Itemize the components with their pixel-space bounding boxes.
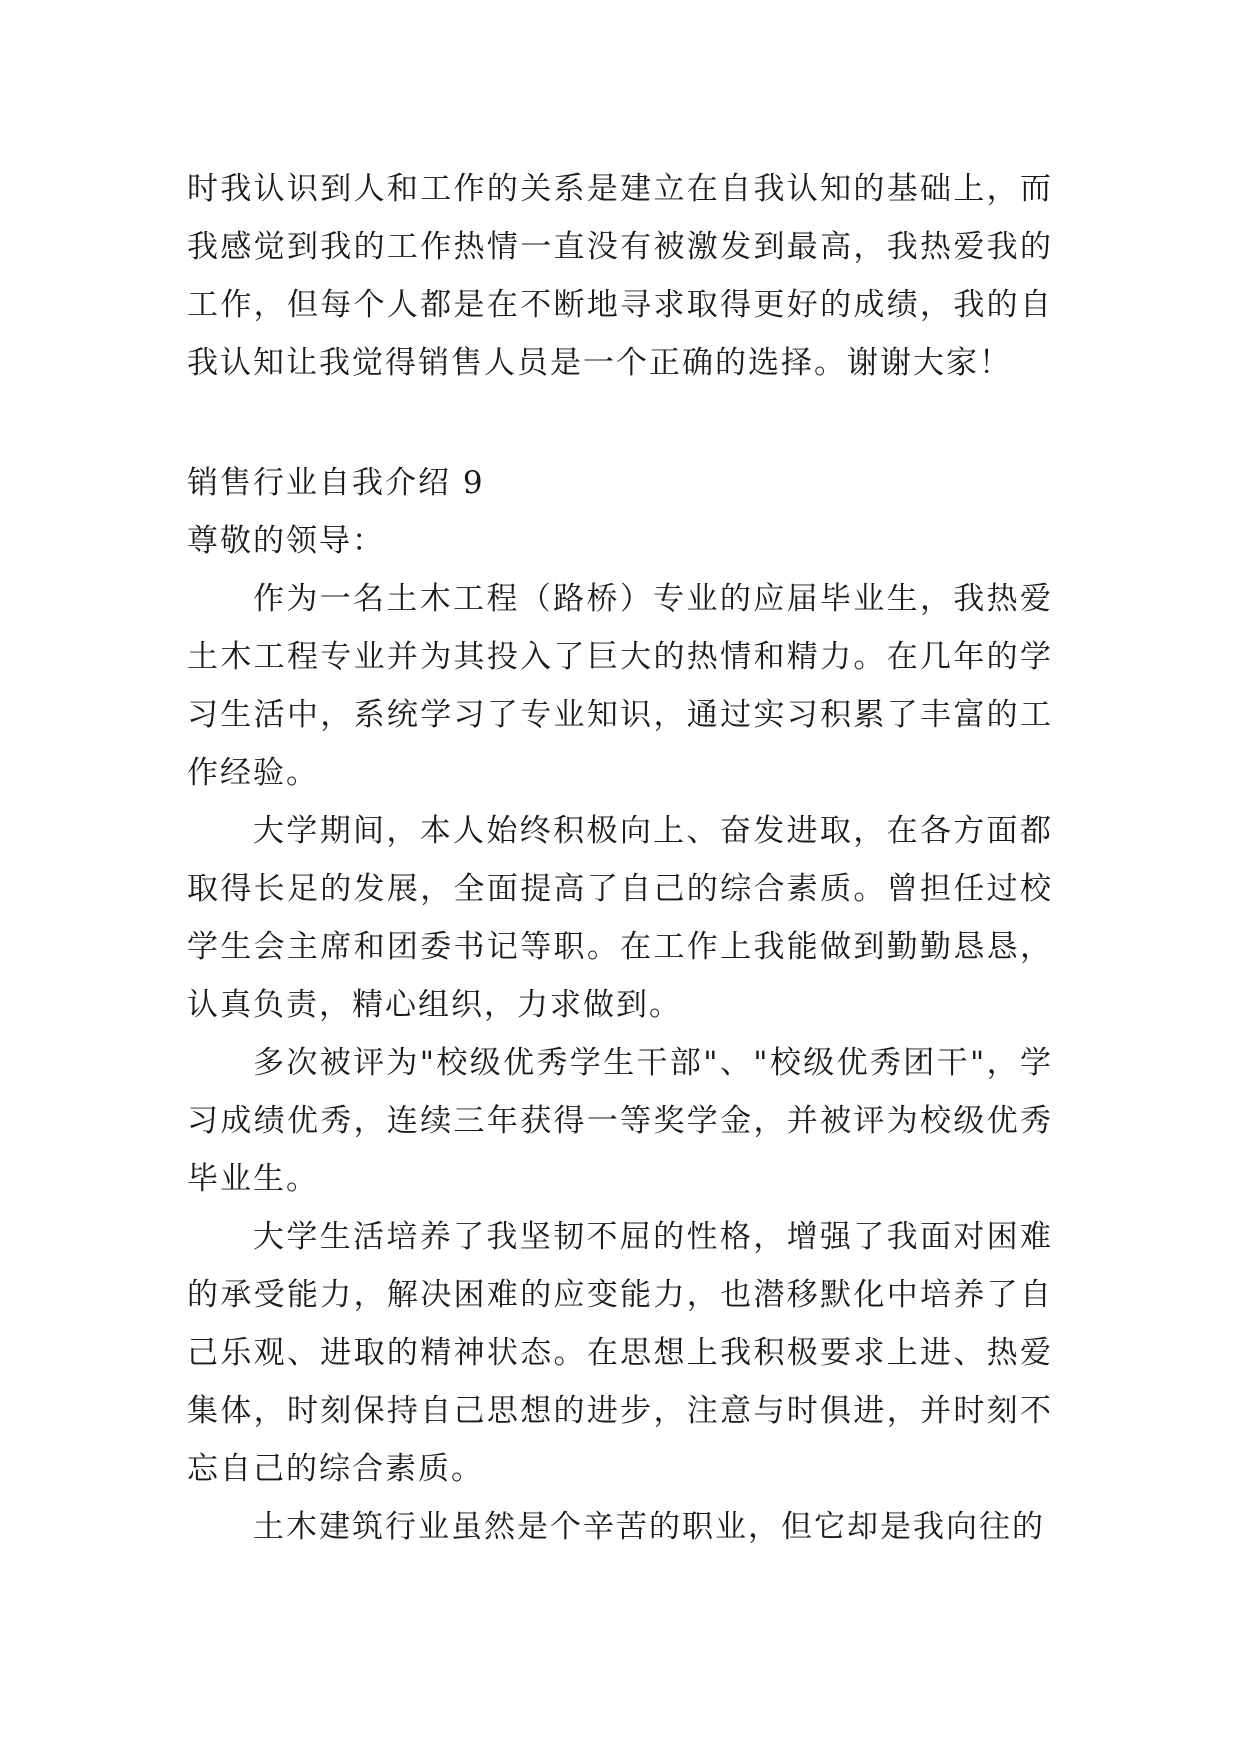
body-paragraph-2: 大学期间，本人始终积极向上、奋发进取，在各方面都取得长足的发展，全面提高了自己的综合素质。曾担任过校学生会主席和团委书记等职。在工作上我能做到勤勤恳恳，认真负责，精心组织，力求做到。	[187, 813, 1053, 1023]
body-paragraph-1: 作为一名土木工程（路桥）专业的应届毕业生，我热爱土木工程专业并为其投入了巨大的热情和精力。在几年的学习生活中，系统学习了专业知识，通过实习积累了丰富的工作经验。	[187, 581, 1053, 791]
body-paragraph-5: 土木建筑行业虽然是个辛苦的职业，但它却是我向往的	[253, 1509, 1045, 1545]
section-title: 销售行业自我介绍 9	[187, 465, 485, 501]
continuation-paragraph: 时我认识到人和工作的关系是建立在自我认知的基础上，而我感觉到我的工作热情一直没有被激发到最高，我热爱我的工作，但每个人都是在不断地寻求取得更好的成绩，我的自我认知让我觉得销售人员是一个正确的选择。谢谢大家！	[187, 171, 1053, 381]
document-body	[187, 160, 1053, 1556]
salutation: 尊敬的领导：	[187, 523, 385, 559]
section-spacer	[187, 392, 1053, 454]
body-paragraph-3: 多次被评为"校级优秀学生干部"、"校级优秀团干"，学习成绩优秀，连续三年获得一等奖学金，并被评为校级优秀毕业生。	[187, 1045, 1053, 1197]
body-paragraph-4: 大学生活培养了我坚韧不屈的性格，增强了我面对困难的承受能力，解决困难的应变能力，也潜移默化中培养了自己乐观、进取的精神状态。在思想上我积极要求上进、热爱集体，时刻保持自己思想的进步，注意与时俱进，并时刻不忘自己的综合素质。	[187, 1219, 1053, 1487]
